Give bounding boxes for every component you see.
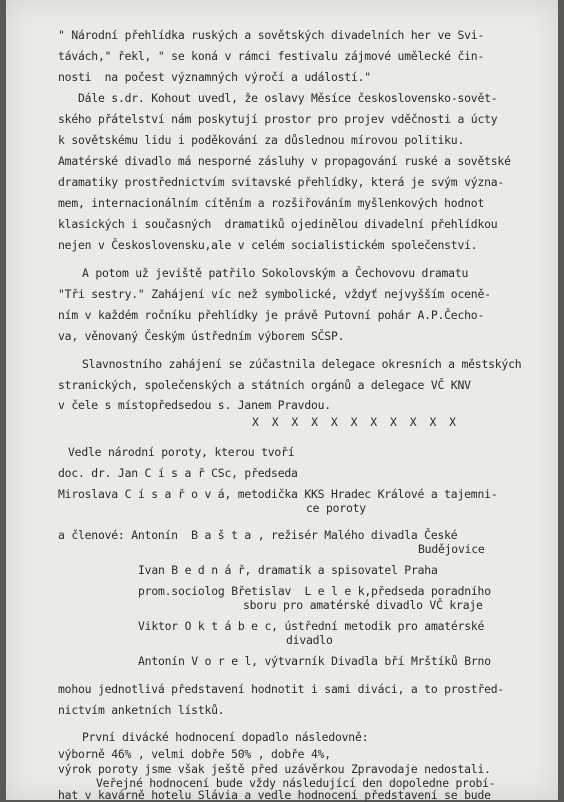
text-line: dramatiky prostřednictvím svitavské přehlídky, která je svým význa- (58, 175, 505, 189)
text-line: nosti na počest významných výročí a událostí." (58, 70, 371, 84)
text-line: nictvím anketních lístků. (58, 703, 225, 717)
text-line: mohou jednotlivá představení hodnotit i sami diváci, a to prostřed- (58, 682, 505, 696)
typewritten-page (6, 0, 558, 800)
text-line: Amatérské divadlo má nesporné zásluhy v propagování ruské a sovětské (58, 154, 511, 168)
text-line: " Národní přehlídka ruských a sovětských divadelních her ve Svi- (58, 28, 485, 42)
text-line: ce poroty (306, 501, 366, 515)
text-line: a členové: Antonín B a š t a , režisér Malého divadla České (58, 528, 458, 542)
text-line: távách," řekl, " se koná v rámci festivalu zájmové umělecké čin- (58, 49, 485, 63)
text-line: Slavnostního zahájení se zúčastnila delegace okresních a městských (82, 357, 522, 371)
text-line: sboru pro amatérské divadlo VČ kraje (243, 598, 483, 612)
section-separator: X X X X X X X X X X X (252, 415, 460, 429)
text-line: "Tři sestry." Zahájení víc než symbolické, vždyť nejvyšším oceně- (58, 287, 491, 301)
text-line: prom.sociolog Břetislav L e l e k,předseda poradního (138, 584, 491, 598)
text-line: Ivan B e d n á ř, dramatik a spisovatel Praha (138, 563, 438, 577)
text-line: v čele s místopředsedou s. Janem Pravdou. (58, 398, 331, 412)
text-line: hat v kavárně hotelu Slávia a vedle hodnocení představení se bude (58, 788, 491, 802)
text-line: ním v každém ročníku přehlídky je právě Putovní pohár A.P.Čecho- (58, 308, 485, 322)
text-line: divadlo (286, 633, 333, 647)
text-line: výborně 46% , velmi dobře 50% , dobře 4%, (58, 747, 331, 761)
text-line: ského přátelství nám poskytují prostor pro projev vděčnosti a úcty (58, 112, 498, 126)
text-line: Vedle národní poroty, kterou tvoří (68, 445, 295, 459)
text-line: První divácké hodnocení dopadlo následovně: (82, 730, 369, 744)
text-line: Antonín V o r e l, výtvarník Divadla bří Mrštíků Brno (138, 654, 491, 668)
text-line: Miroslava C í s a ř o v á, metodička KKS Hradec Králové a tajemni- (58, 487, 498, 501)
text-line: stranických, společenských a státních orgánů a delegace VČ KNV (58, 378, 471, 392)
text-line: nejen v Československu,ale v celém socialistickém společenství. (58, 238, 478, 252)
text-line: doc. dr. Jan C í s a ř CSc, předseda (58, 466, 298, 480)
text-line: k sovětskému lidu i poděkování za důslednou mírovou politiku. (58, 133, 465, 147)
text-line: klasických i současných dramatiků ojedinělou divadelní přehlídkou (58, 217, 498, 231)
text-line: Viktor O k t á b e c, ústřední metodik pro amatérské (138, 619, 485, 633)
text-line: va, věnovaný Českým ústředním výborem SČSP. (58, 329, 345, 343)
text-line: mem, internacionálním cítěním a rozšiřováním myšlenkových hodnot (58, 196, 485, 210)
text-line: Budějovice (418, 542, 485, 556)
text-line: Dále s.dr. Kohout uvedl, že oslavy Měsíce československo-sovět- (78, 91, 498, 105)
text-line: A potom už jeviště patřilo Sokolovským a Čechovovu dramatu (82, 266, 469, 280)
text-line: Veřejné hodnocení bude vždy následující den dopoledne probí- (96, 776, 496, 790)
text-line: výrok poroty jsme však ještě před uzávěrkou Zpravodaje nedostali. (58, 762, 491, 776)
